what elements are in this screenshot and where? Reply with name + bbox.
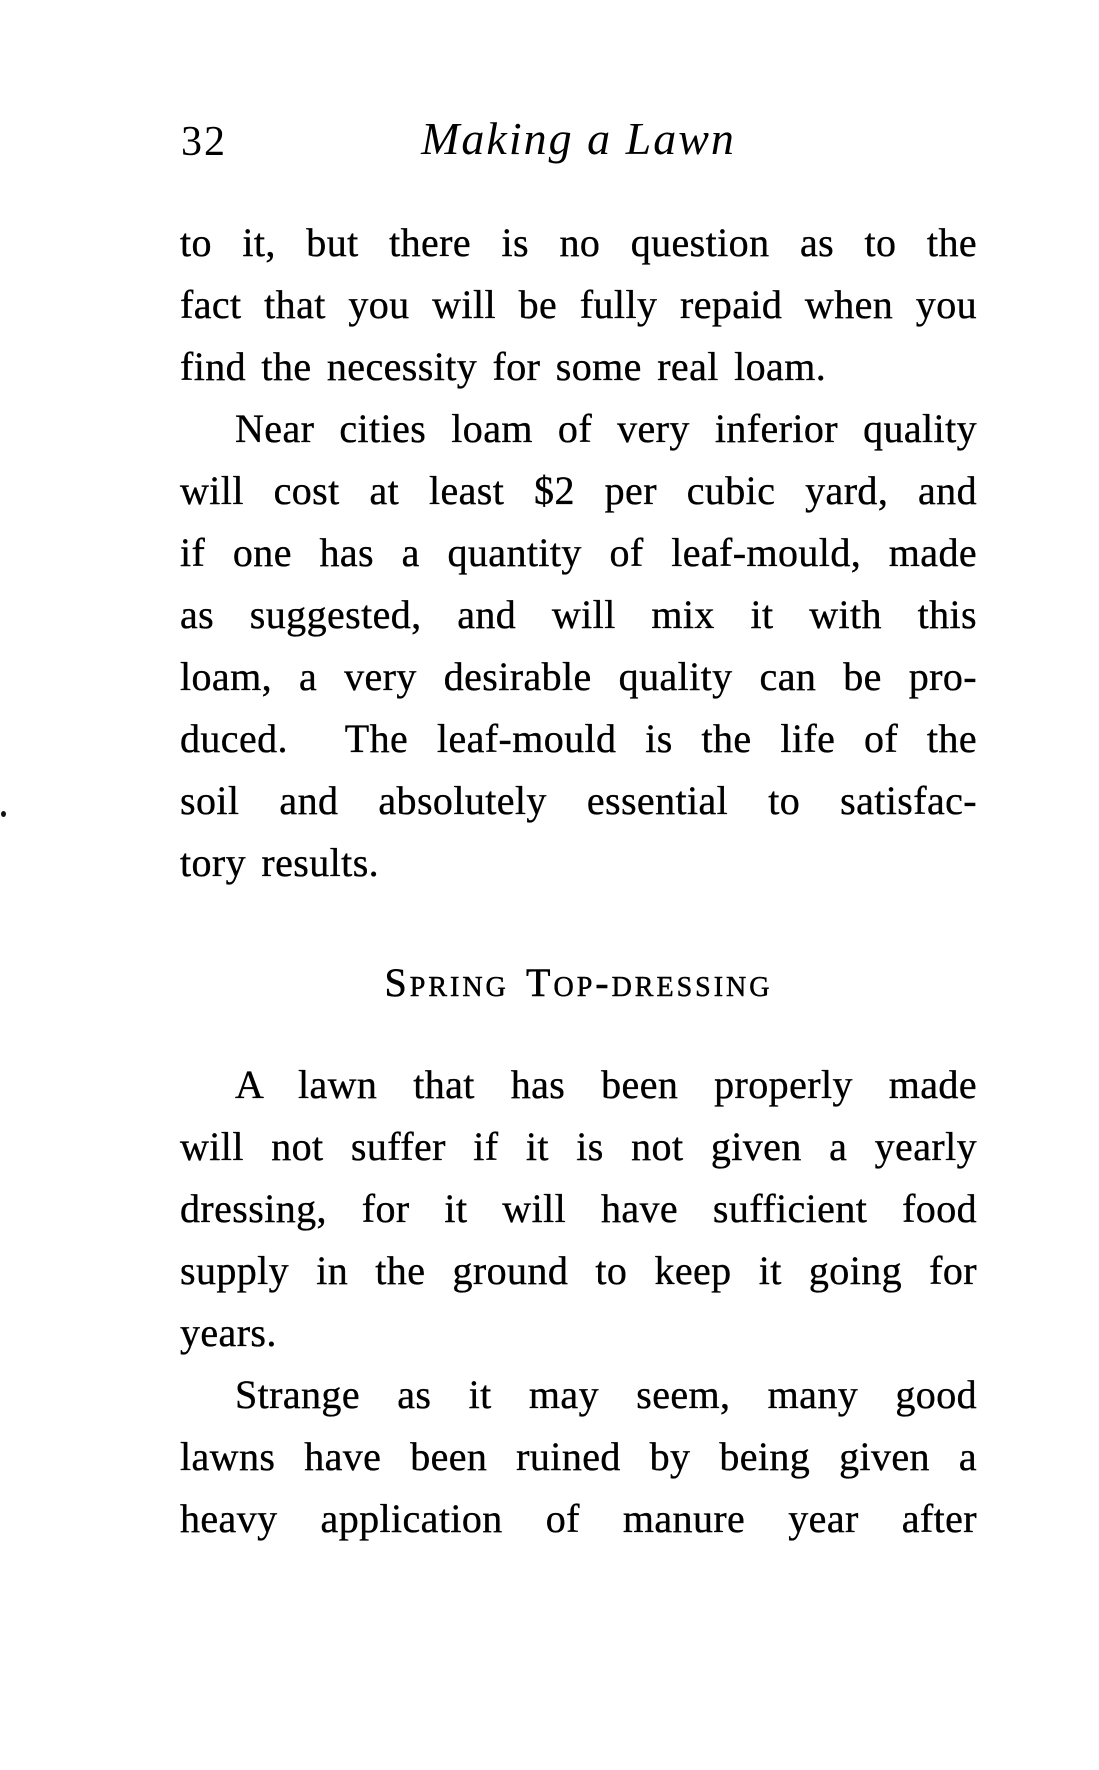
text-line: heavy application of manure year after xyxy=(180,1496,977,1541)
text-line: A lawn that has been properly made xyxy=(235,1062,977,1107)
scan-speck xyxy=(1,811,6,817)
text-line: will cost at least $2 per cubic yard, and xyxy=(180,468,977,513)
text-line: Near cities loam of very inferior quality xyxy=(235,406,977,451)
text-line: as suggested, and will mix it with this xyxy=(180,592,977,637)
text-line: find the necessity for some real loam. xyxy=(180,344,827,389)
paragraph-1 xyxy=(180,212,977,398)
text-line: supply in the ground to keep it going for xyxy=(180,1248,977,1293)
page-number: 32 xyxy=(181,119,227,165)
paragraph-2 xyxy=(180,398,977,894)
section-heading: Spring Top-dressing xyxy=(384,960,773,1005)
text-line: tory results. xyxy=(180,840,380,885)
text-line: lawns have been ruined by being given a xyxy=(180,1434,977,1479)
text-line: to it, but there is no question as to the xyxy=(180,220,977,265)
text-line: years. xyxy=(180,1310,277,1355)
body-text xyxy=(180,212,977,1550)
text-line: will not suffer if it is not given a yearly xyxy=(180,1124,977,1169)
text-line: Strange as it may seem, many good xyxy=(235,1372,977,1417)
paragraph-4 xyxy=(180,1364,977,1550)
text-line: dressing, for it will have sufficient food xyxy=(180,1186,977,1231)
paragraph-3 xyxy=(180,1054,977,1364)
text-line: duced. The leaf-mould is the life of the xyxy=(180,716,977,761)
running-title: Making a Lawn xyxy=(421,113,736,164)
text-line: fact that you will be fully repaid when you xyxy=(180,282,977,327)
text-line: if one has a quantity of leaf-mould, made xyxy=(180,530,977,575)
text-line: soil and absolutely essential to satisfac- xyxy=(180,778,977,823)
text-line: loam, a very desirable quality can be pro- xyxy=(180,654,977,699)
running-header xyxy=(180,110,977,168)
text-column xyxy=(180,0,977,1550)
